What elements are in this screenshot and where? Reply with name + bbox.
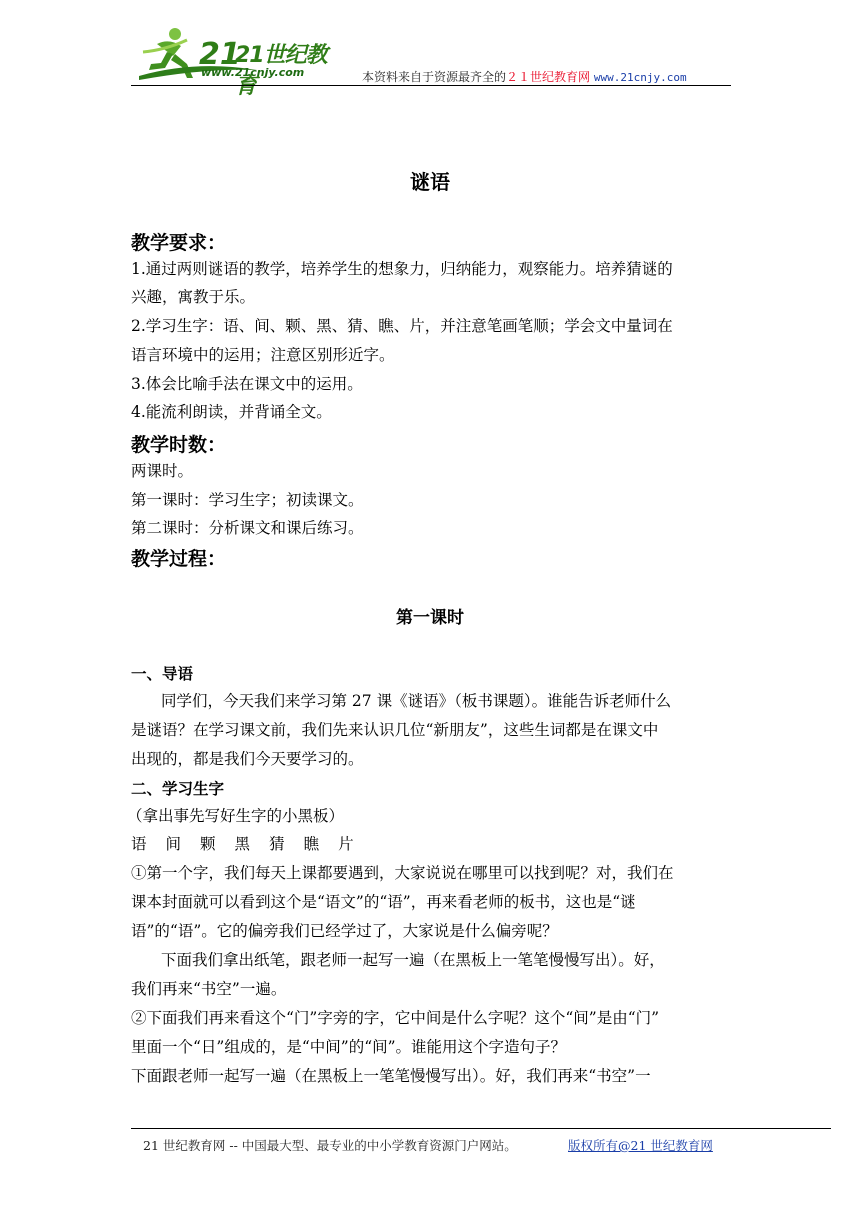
process-heading: 教学过程： <box>131 548 227 570</box>
character-2-line-2: 里面一个“日”组成的，是“中间”的“间”。谁能用这个字造句子？ <box>131 1038 567 1056</box>
section-1-heading: 一、导语 <box>131 665 194 683</box>
requirement-3: 3.体会比喻手法在课文中的运用。 <box>131 375 363 393</box>
requirement-2-line-1: 2.学习生字：语、间、颗、黑、猜、瞧、片，并注意笔画笔顺；学会文中量词在 <box>131 317 673 335</box>
character-1-line-2: 课本封面就可以看到这个是“语文”的“语”，再来看老师的板书，这也是“谜 <box>131 893 636 911</box>
requirement-1-line-2: 兴趣，寓教于乐。 <box>131 288 256 306</box>
character-item: 猜 <box>269 835 285 853</box>
hours-lesson-1: 第一课时：学习生字；初读课文。 <box>131 491 364 509</box>
character-item: 黑 <box>234 835 251 853</box>
section-1-paragraph-line-3: 出现的，都是我们今天要学习的。 <box>131 750 364 768</box>
character-2-line-3: 下面跟老师一起写一遍（在黑板上一笔笔慢慢写出）。好，我们再来“书空”一 <box>131 1067 651 1085</box>
requirement-4: 4.能流利朗读，并背诵全文。 <box>131 403 332 421</box>
section-2-note: （拿出事先写好生字的小黑板） <box>127 807 345 825</box>
character-item: 语 <box>131 835 147 853</box>
header-divider <box>131 85 731 86</box>
hours-heading: 教学时数： <box>131 434 227 456</box>
logo-url: www.21cnjy.com <box>201 66 305 79</box>
footer-copyright-link[interactable]: 版权所有@21 世纪教育网 <box>568 1138 713 1153</box>
requirement-1-line-1: 1.通过两则谜语的教学，培养学生的想象力，归纳能力，观察能力。培养猜谜的 <box>131 260 673 278</box>
new-characters-list <box>131 834 373 854</box>
character-2-line-1: ②下面我们再来看这个“门”字旁的字，它中间是什么字呢？这个“间”是由“门” <box>131 1009 660 1027</box>
character-1-line-5: 我们再来“书空”一遍。 <box>131 980 287 998</box>
requirement-2-line-2: 语言环境中的运用；注意区别形近字。 <box>131 346 395 364</box>
section-1-paragraph-line-2: 是谜语？在学习课文前，我们先来认识几位“新朋友”，这些生词都是在课文中 <box>131 721 659 739</box>
header-notice <box>362 68 687 85</box>
character-item: 瞧 <box>303 835 320 853</box>
section-2-heading: 二、学习生字 <box>131 780 225 798</box>
site-logo <box>135 20 335 99</box>
requirements-heading: 教学要求： <box>131 232 227 254</box>
header-url-link[interactable]: www.21cnjy.com <box>593 71 687 84</box>
footer-divider <box>131 1128 831 1129</box>
footer-description: 21 世纪教育网 -- 中国最大型、最专业的中小学教育资源门户网站。 <box>143 1138 517 1153</box>
character-1-line-3: 语”的“语”。它的偏旁我们已经学过了，大家说是什么偏旁呢？ <box>131 922 558 940</box>
section-1-paragraph-line-1: 同学们，今天我们来学习第 27 课《谜语》（板书课题）。谁能告诉老师什么 <box>161 692 672 710</box>
header-brand: ２１世纪教育网 <box>506 70 591 84</box>
logo-wordmark: 21世纪教育 <box>235 43 327 99</box>
character-item: 片 <box>338 835 354 853</box>
character-1-line-4: 下面我们拿出纸笔，跟老师一起写一遍（在黑板上一笔笔慢慢写出）。好， <box>161 951 665 969</box>
lesson-title: 第一课时 <box>396 608 464 628</box>
character-item: 颗 <box>200 835 216 853</box>
document-title: 谜语 <box>410 170 450 194</box>
svg-text:21: 21 <box>199 37 241 72</box>
hours-total: 两课时。 <box>131 462 194 480</box>
character-1-line-1: ①第一个字，我们每天上课都要遇到，大家说说在哪里可以找到呢？对，我们在 <box>131 864 674 882</box>
header-notice-prefix: 本资料来自于资源最齐全的 <box>362 70 507 84</box>
hours-lesson-2: 第二课时：分析课文和课后练习。 <box>131 519 364 537</box>
character-item: 间 <box>165 835 182 853</box>
